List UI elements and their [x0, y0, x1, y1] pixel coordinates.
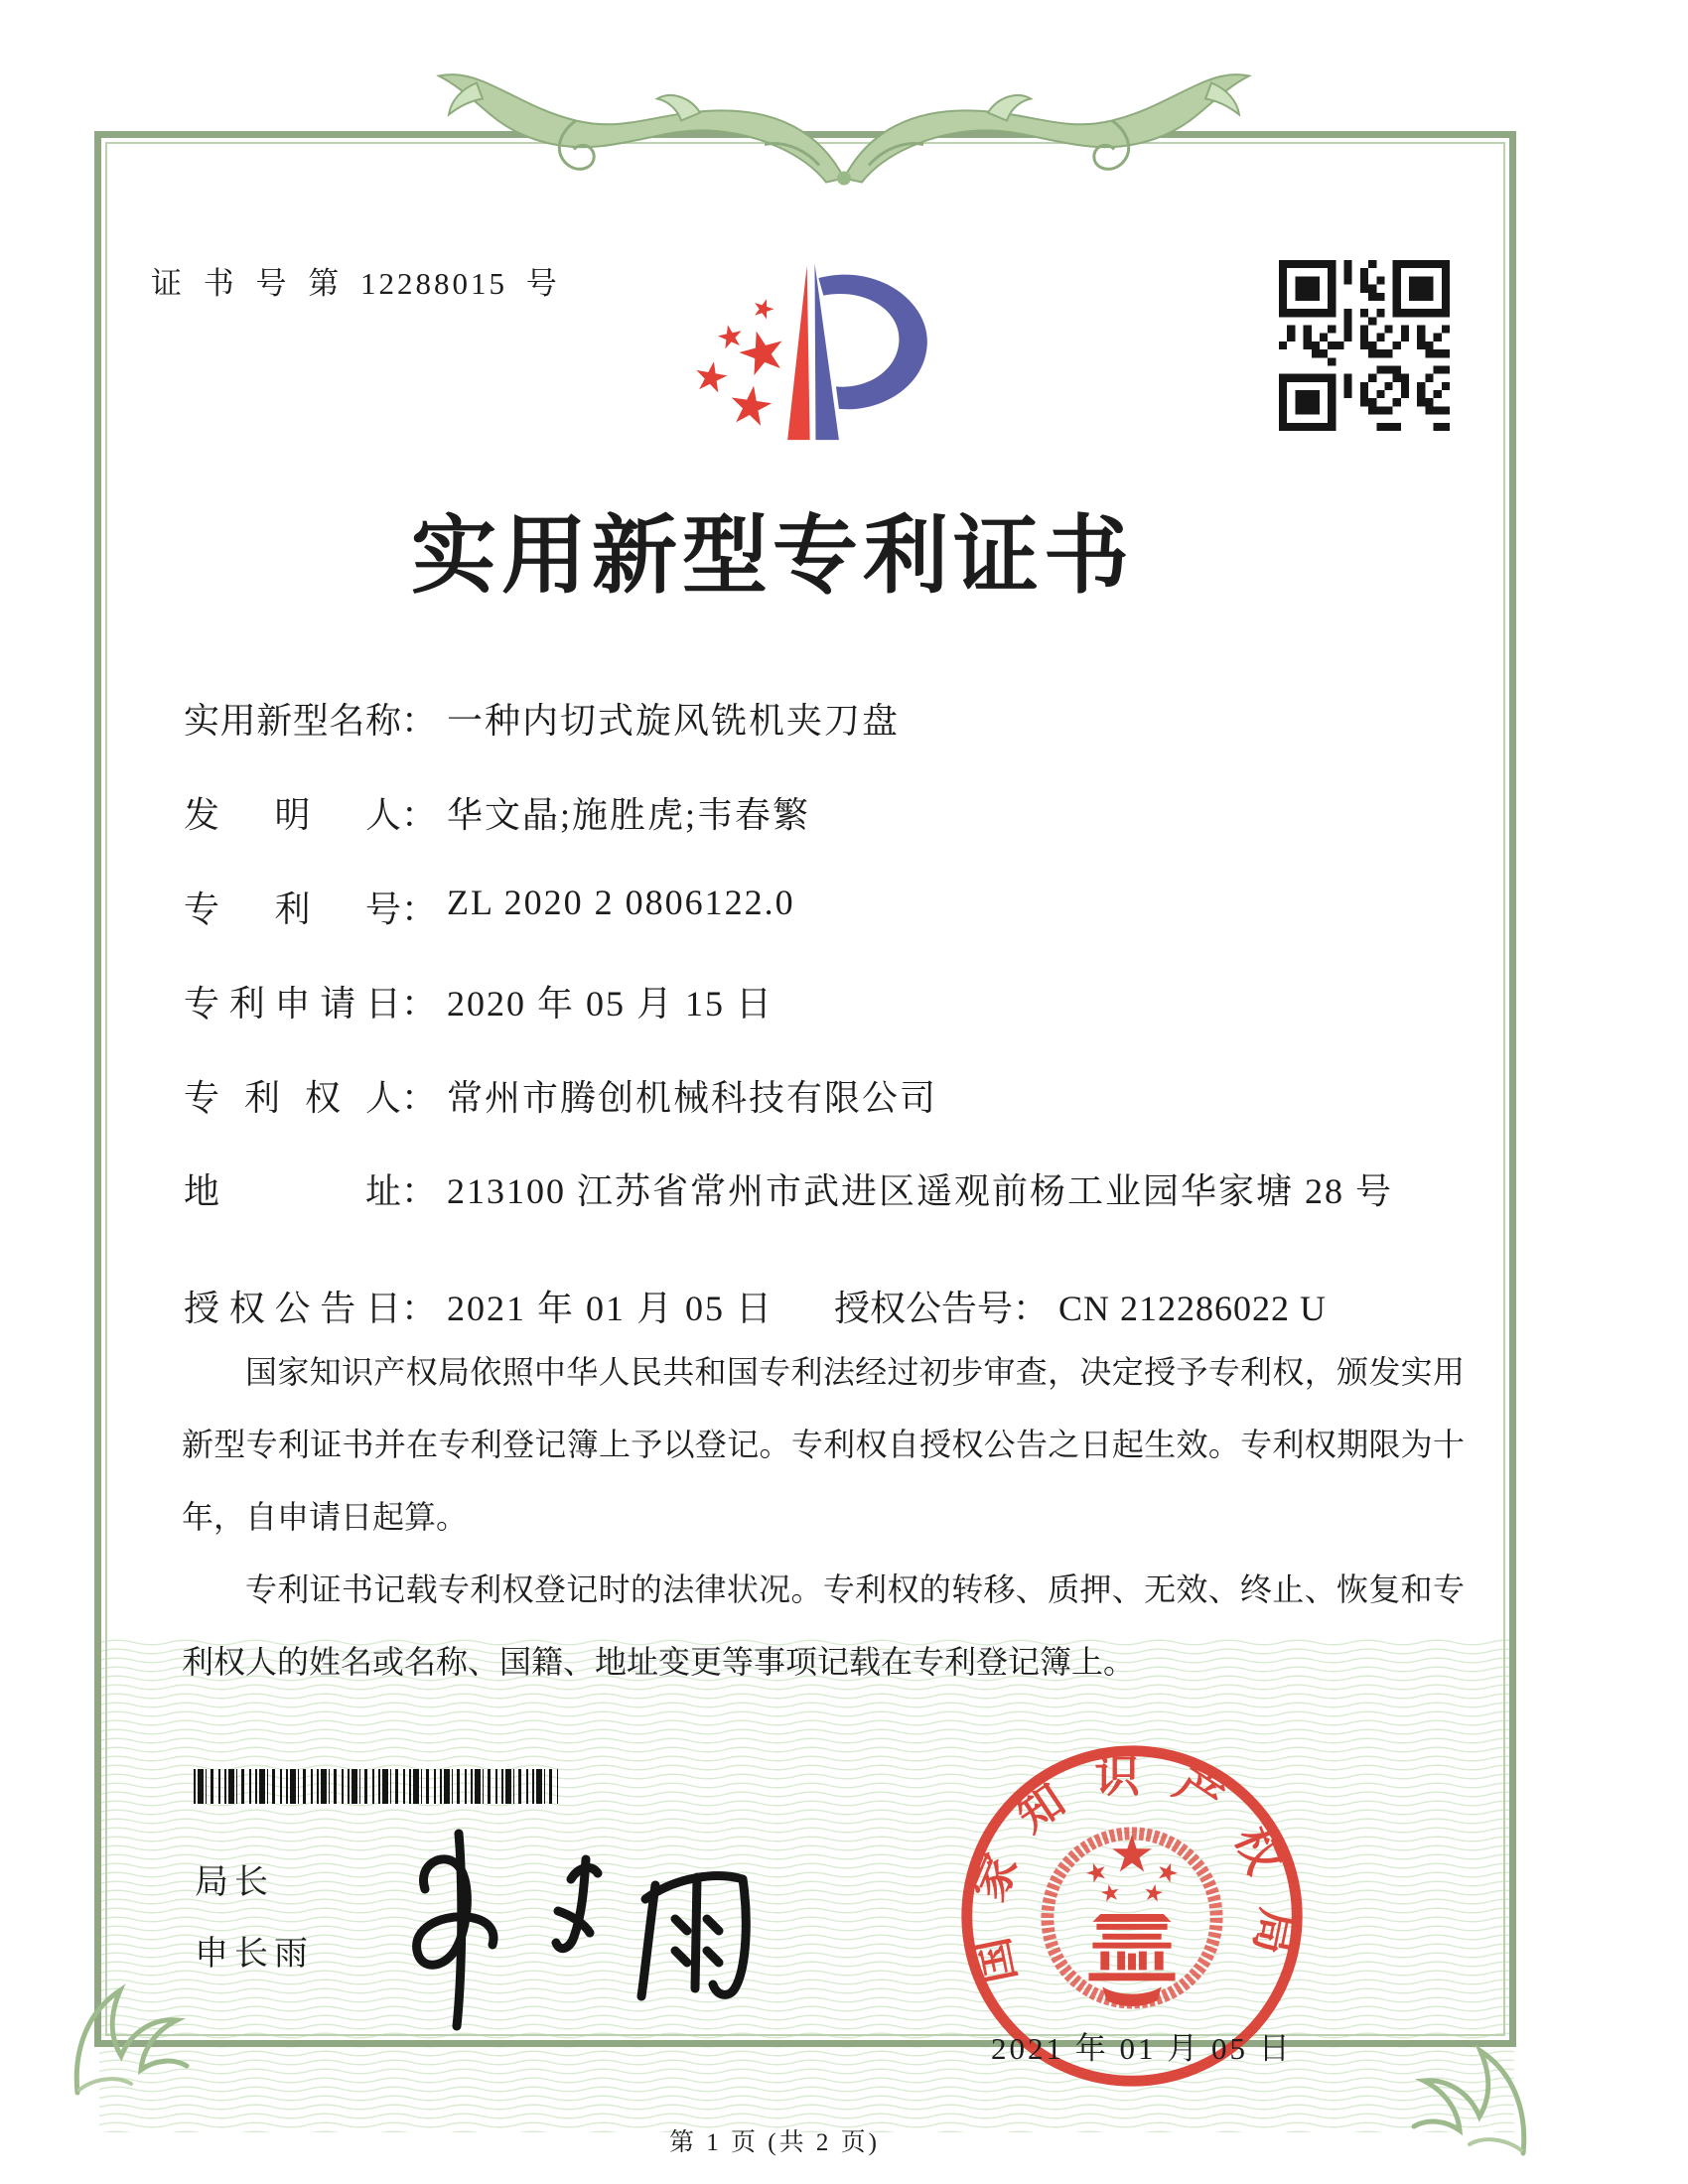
field-row-patent-number: [184, 882, 1519, 932]
seal-date: 2021 年 01 月 05 日: [991, 2031, 1293, 2066]
legal-text-block: [182, 1336, 1465, 1699]
bottom-left-corner-ornament-icon: [66, 1968, 205, 2099]
certificate-title: 实用新型专利证书: [411, 508, 1134, 604]
qr-code: [1279, 260, 1450, 431]
field-row-grant-date: [184, 1281, 1519, 1331]
field-row-patentee: [184, 1070, 1519, 1121]
field-label: 专利申请日: [184, 984, 401, 1024]
certificate-number: 证 书 号 第 12288015 号: [151, 266, 560, 301]
field-label: 专利号: [184, 889, 401, 929]
field-colon: ：: [401, 889, 438, 929]
field-value: 213100 江苏省常州市武进区遥观前杨工业园华家塘 28 号: [447, 1171, 1394, 1211]
field-label: 发明人: [184, 795, 401, 835]
field-colon: ：: [401, 1078, 438, 1118]
field-row-inventors: [184, 787, 1519, 838]
field-value: 常州市腾创机械科技有限公司: [447, 1078, 938, 1118]
bottom-right-corner-ornament-icon: [1396, 2019, 1535, 2168]
page-footer: 第 1 页 (共 2 页): [669, 2129, 880, 2156]
director-title: 局长: [195, 1863, 274, 1901]
field-row-address: [184, 1163, 1519, 1214]
director-name: 申长雨: [195, 1935, 314, 1973]
top-flourish-ornament-icon: [417, 69, 1271, 206]
field-grant-publication-number: [834, 1281, 1327, 1331]
field-value: ZL 2020 2 0806122.0: [447, 883, 795, 922]
field-value: 一种内切式旋风铣机夹刀盘: [447, 701, 901, 741]
field-label: 专利权人: [184, 1078, 401, 1118]
svg-text:国家知识产权局: [960, 1750, 1303, 1987]
field-label: 授权公告日: [184, 1289, 401, 1328]
field-colon: ：: [401, 984, 438, 1024]
field-label: 实用新型名称: [184, 701, 401, 741]
field-colon: ：: [401, 701, 438, 741]
national-emblem-icon: [1048, 1834, 1216, 2006]
cnipa-logo-icon: [645, 241, 943, 445]
seal-text: 国家知识产权局: [960, 1750, 1304, 1988]
barcode: [194, 1769, 558, 1804]
field-value: CN 212286022 U: [1058, 1289, 1328, 1328]
field-colon: ：: [1013, 1289, 1050, 1328]
legal-paragraph-2: 专利证书记载专利权登记时的法律状况。专利权的转移、质押、无效、终止、恢复和专利权人的姓名或名称、国籍、地址变更等事项记载在专利登记簿上。: [182, 1571, 1465, 1680]
field-value: 2020 年 05 月 15 日: [447, 984, 774, 1024]
field-colon: ：: [401, 795, 438, 835]
director-signature-icon: [348, 1820, 784, 2053]
field-label: 地址: [184, 1171, 401, 1211]
legal-paragraph-1: 国家知识产权局依照中华人民共和国专利法经过初步审查，决定授予专利权，颁发实用新型专利证书并在专利登记簿上予以登记。专利权自授权公告之日起生效。专利权期限为十年，自申请日起算。: [182, 1354, 1465, 1535]
field-colon: ：: [401, 1171, 438, 1211]
field-row-utility-model-name: [184, 693, 1519, 744]
field-value: 2021 年 01 月 05 日: [447, 1289, 774, 1328]
field-label: 授权公告号: [834, 1289, 1014, 1328]
field-value: 华文晶;施胜虎;韦春繁: [447, 795, 811, 835]
field-row-filing-date: [184, 976, 1519, 1026]
field-colon: ：: [401, 1289, 438, 1328]
